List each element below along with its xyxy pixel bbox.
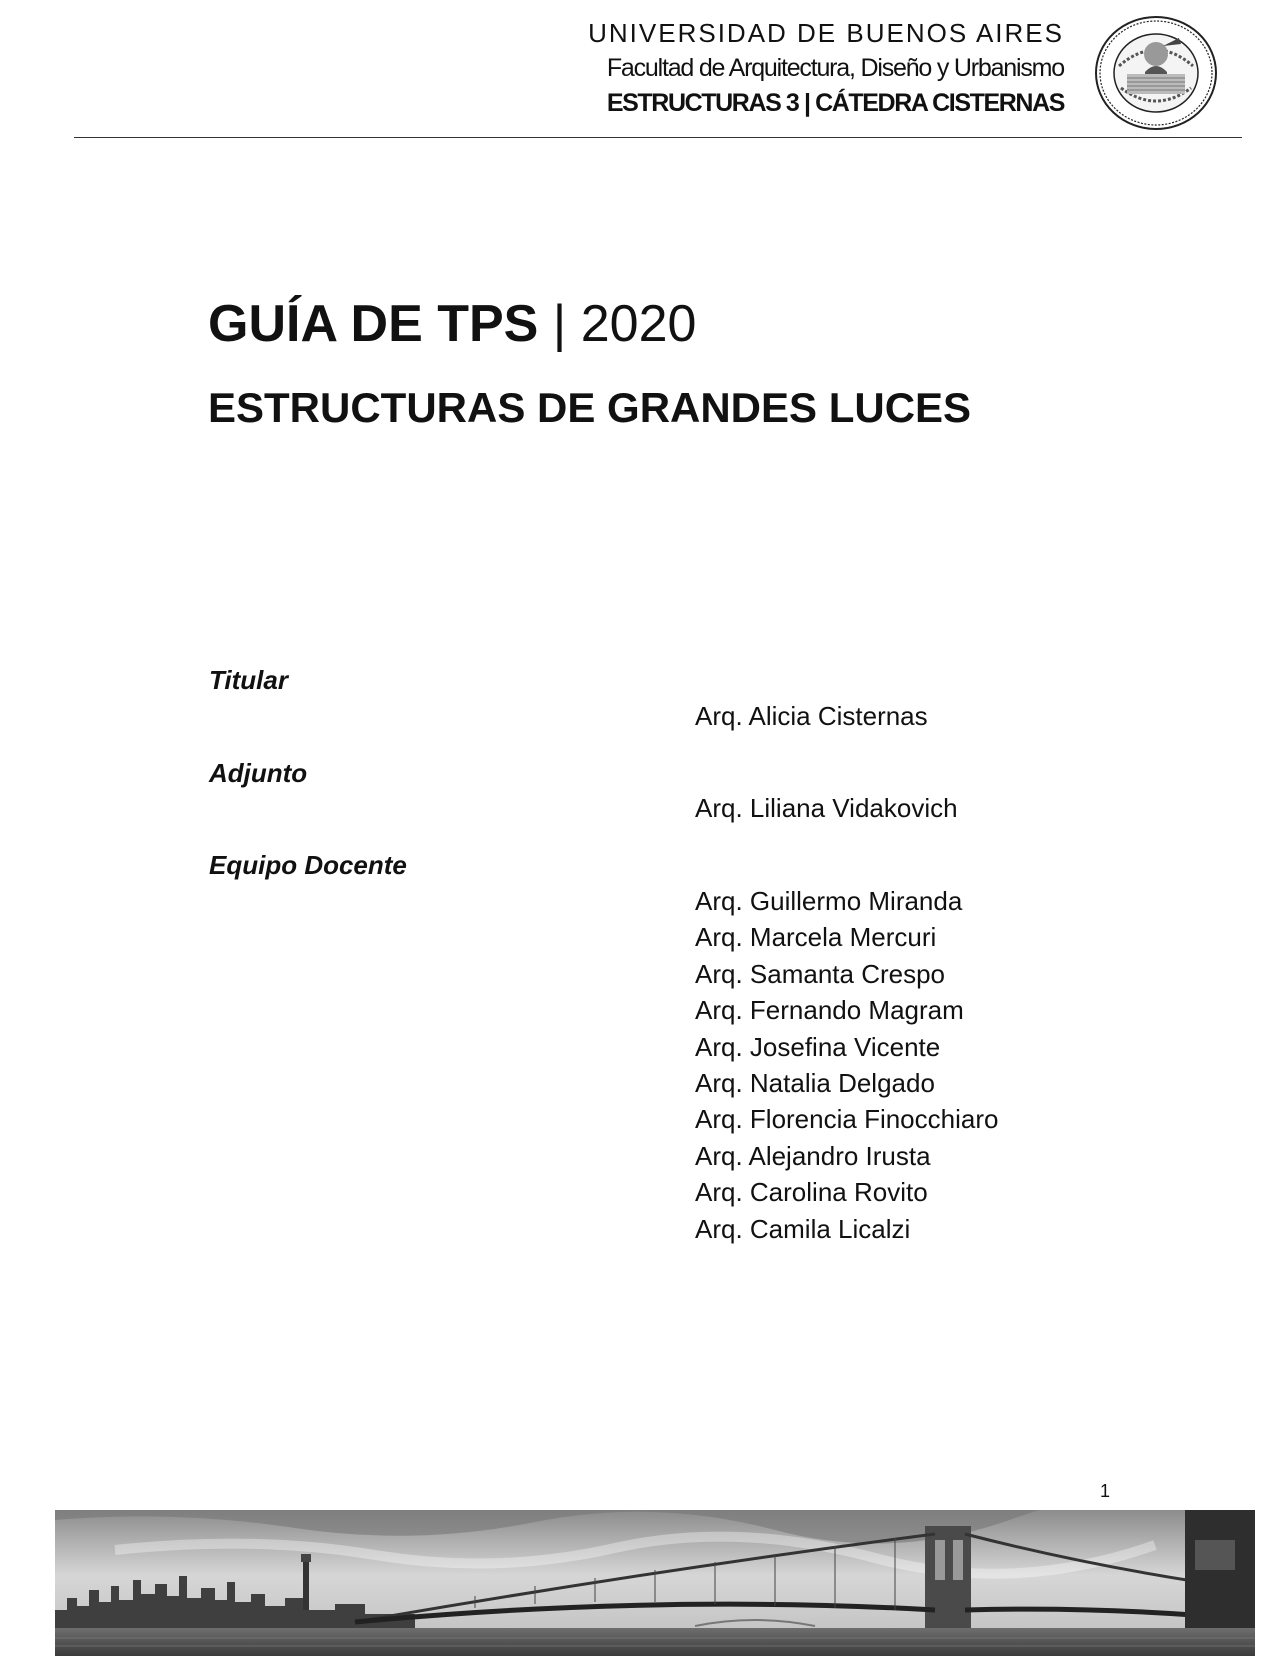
titular-name: Arq. Alicia Cisternas	[695, 701, 928, 731]
list-item: Arq. Carolina Rovito	[695, 1177, 928, 1208]
page-number: 1	[1100, 1481, 1111, 1501]
list-item: Arq. Alejandro Irusta	[695, 1140, 931, 1171]
adjunto-name: Arq. Liliana Vidakovich	[695, 793, 958, 823]
university-name: UNIVERSIDAD DE BUENOS AIRES	[588, 18, 1064, 48]
bridge-skyline-photo	[55, 1510, 1255, 1656]
university-seal-icon	[1093, 14, 1219, 132]
header-block	[588, 16, 1064, 120]
header-divider	[74, 137, 1242, 138]
list-item: Arq. Florencia Finocchiaro	[695, 1104, 999, 1135]
page-subtitle: ESTRUCTURAS DE GRANDES LUCES	[208, 384, 972, 431]
equipo-docente-list	[695, 883, 998, 1247]
title-main: GUÍA DE TPS	[208, 295, 539, 353]
list-item: Arq. Natalia Delgado	[695, 1068, 935, 1099]
page-title	[208, 292, 696, 356]
list-item: Arq. Josefina Vicente	[695, 1031, 941, 1062]
list-item: Arq. Samanta Crespo	[695, 958, 946, 989]
equipo-docente-label: Equipo Docente	[209, 850, 407, 880]
list-item: Arq. Guillermo Miranda	[695, 886, 963, 916]
title-separator: |	[552, 295, 567, 353]
list-item: Arq. Marcela Mercuri	[695, 922, 937, 953]
title-year: 2020	[580, 295, 697, 353]
faculty-name: Facultad de Arquitectura, Diseño y Urbanismo	[606, 54, 1064, 82]
adjunto-label: Adjunto	[209, 758, 308, 788]
course-name: ESTRUCTURAS 3 | CÁTEDRA CISTERNAS	[606, 89, 1064, 117]
list-item: Arq. Fernando Magram	[695, 995, 964, 1026]
list-item: Arq. Camila Licalzi	[695, 1213, 911, 1244]
titular-label: Titular	[209, 665, 288, 695]
